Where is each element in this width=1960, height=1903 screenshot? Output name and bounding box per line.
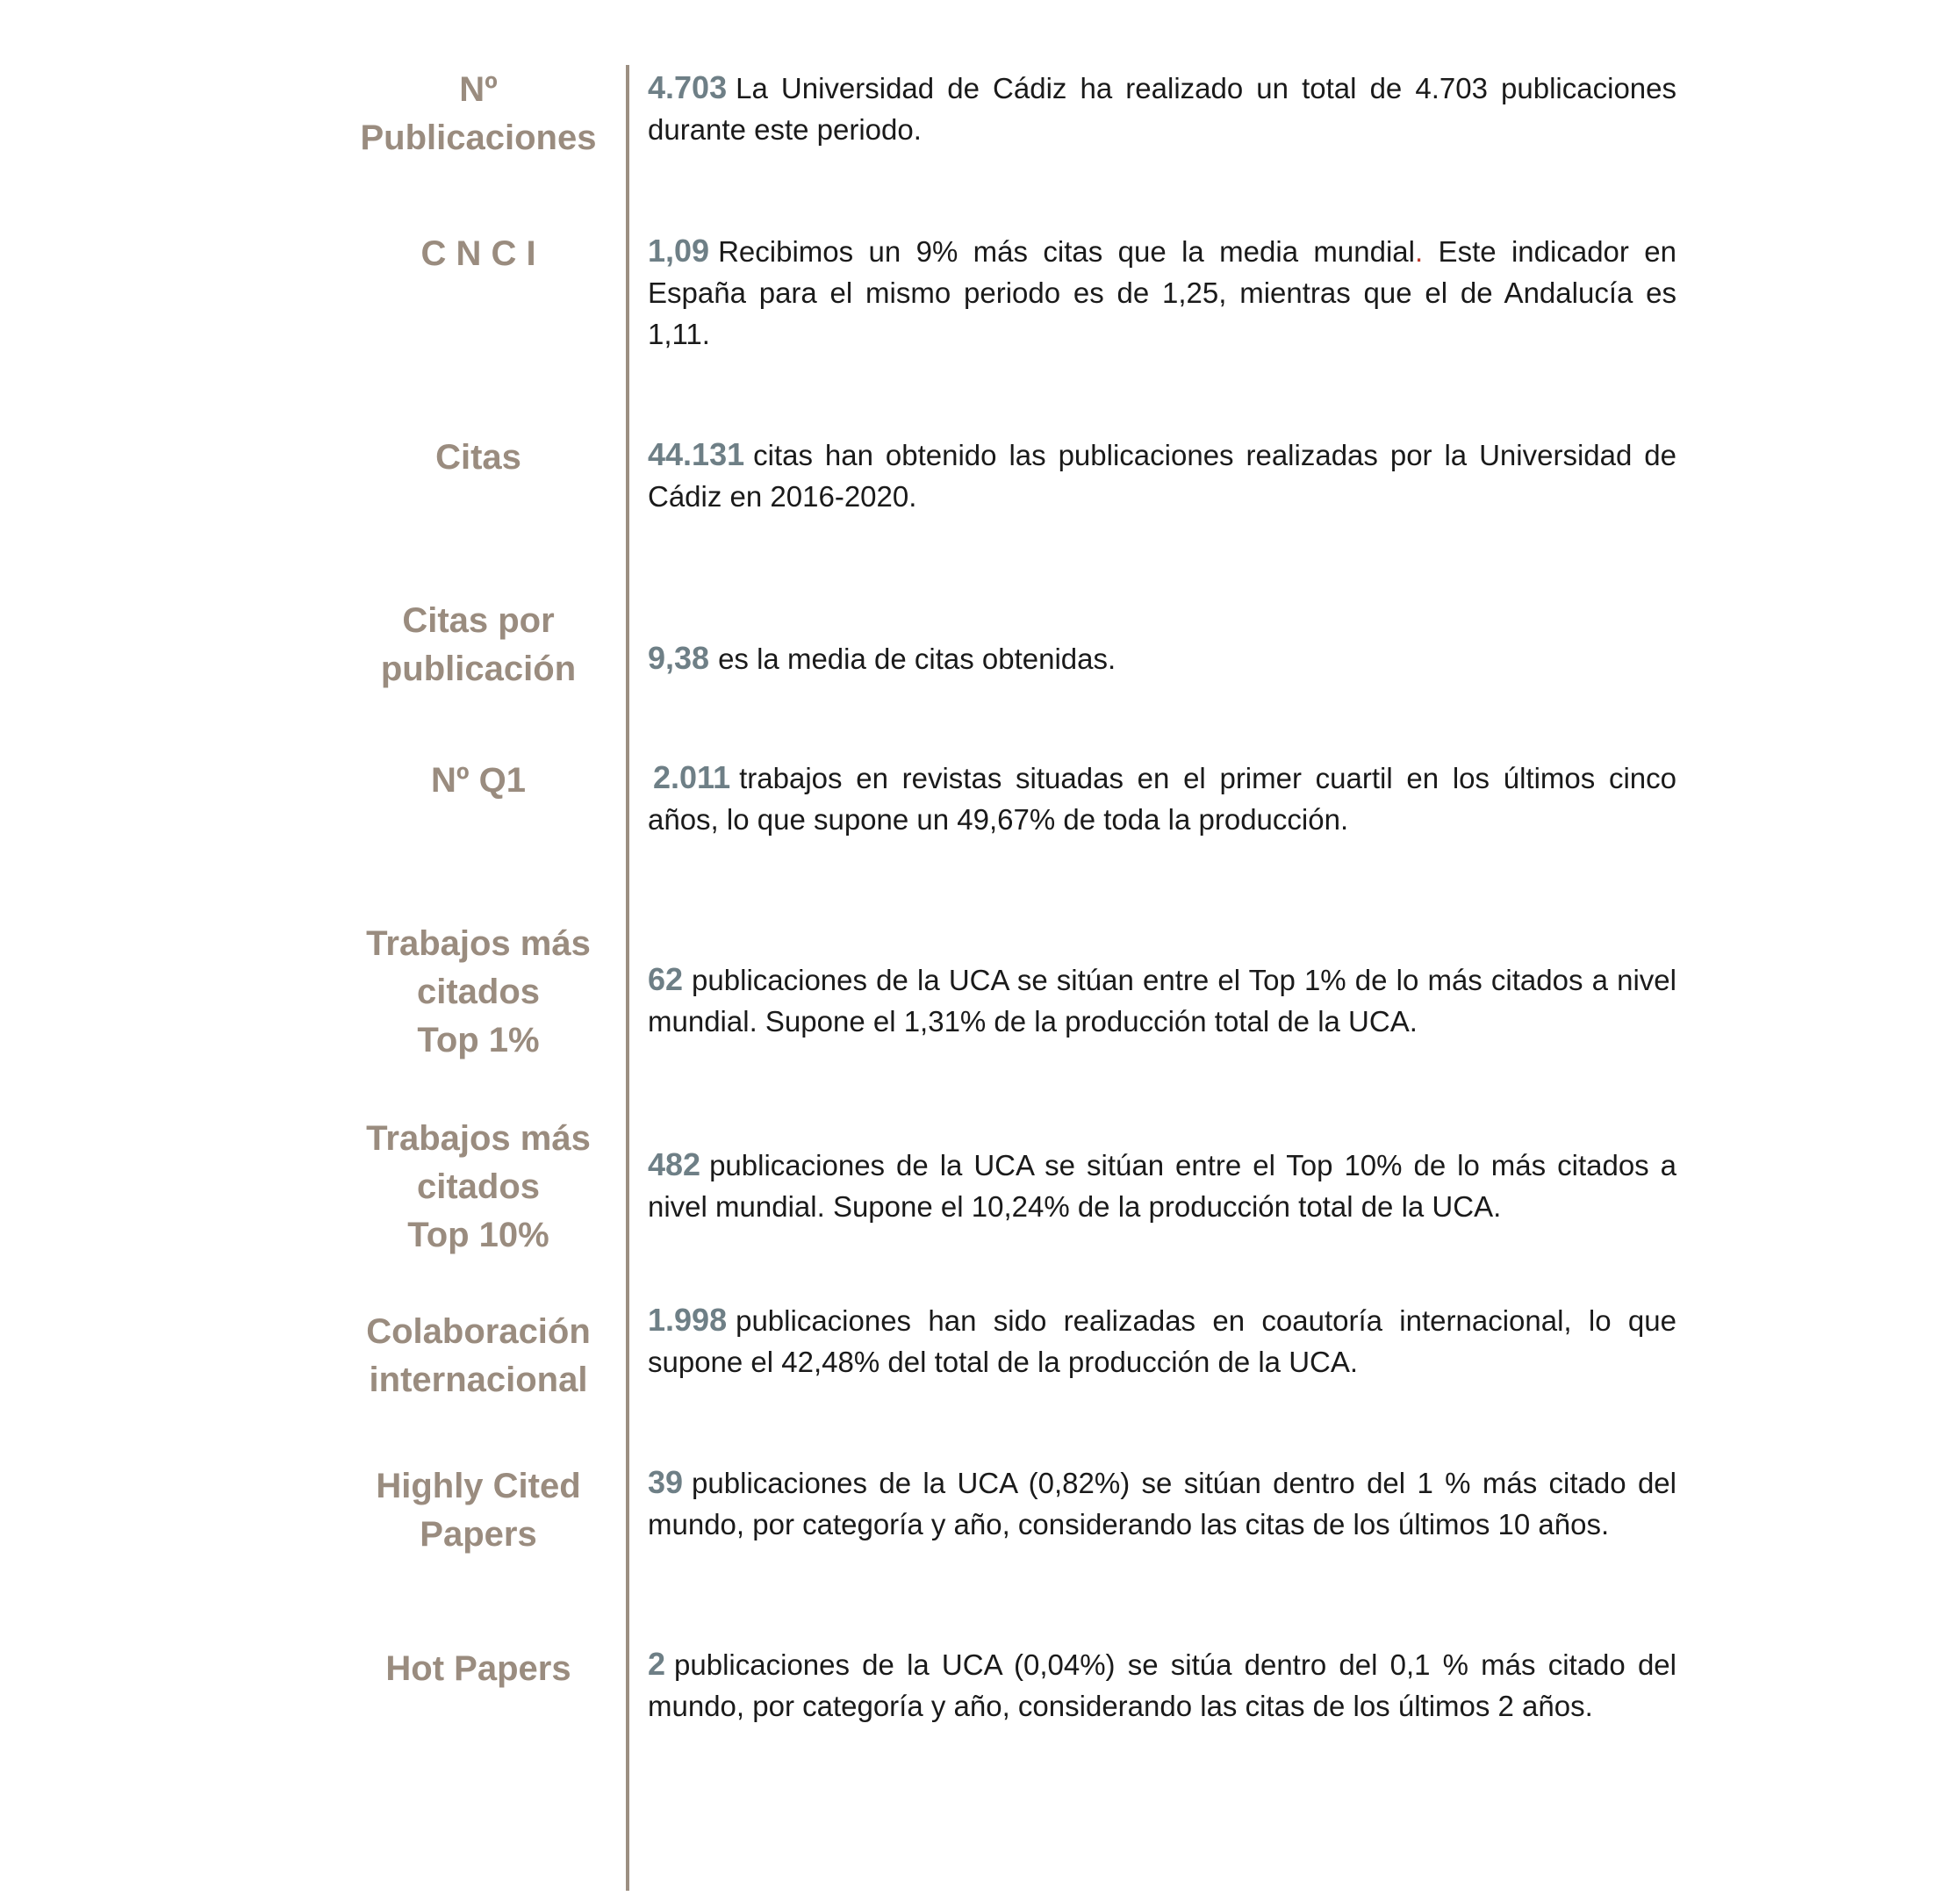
label-line: Publicaciones (360, 118, 597, 157)
indicator-text: publicaciones de la UCA (0,04%) se sitúa dentro del 0,1 % más citado del mundo, por categoría y año, considerando las citas de los últimos 2 años. (648, 1648, 1676, 1722)
indicator-description (648, 1643, 1676, 1727)
indicator-label (334, 1308, 623, 1404)
label-line: Papers (420, 1515, 537, 1554)
indicator-description (648, 1144, 1676, 1227)
indicator-label (334, 757, 623, 805)
indicator-label (334, 434, 623, 482)
indicator-description (648, 434, 1676, 517)
red-period: . (1415, 235, 1424, 268)
label-line: C N C I (420, 234, 536, 273)
label-line: Hot Papers (385, 1649, 571, 1688)
label-line: Trabajos más (366, 1119, 591, 1158)
indicator-label (334, 1462, 623, 1559)
indicator-text: publicaciones han sido realizadas en coautoría internacional, lo que supone el 42,48% del total de la producción de la UCA. (648, 1304, 1676, 1378)
indicator-text: publicaciones de la UCA se sitúan entre el Top 10% de lo más citados a nivel mundial. Supone el 10,24% de la producción total de la UCA. (648, 1149, 1676, 1223)
label-line: Colaboración (366, 1312, 591, 1351)
indicator-text: citas han obtenido las publicaciones realizadas por la Universidad de Cádiz en 2016-2020. (648, 439, 1676, 513)
indicator-text: Este indicador en España para el mismo periodo es de 1,25, mientras que el de Andalucía es 1,11. (648, 235, 1676, 350)
label-line: Top 10% (407, 1216, 549, 1254)
indicator-description (648, 959, 1676, 1042)
label-line: Highly Cited (376, 1467, 581, 1505)
label-line: citados (416, 1167, 541, 1206)
indicator-value: 9,38 (648, 640, 710, 676)
indicator-text: publicaciones de la UCA se sitúan entre el Top 1% de lo más citados a nivel mundial. Supone el 1,31% de la producción total de la UCA. (648, 964, 1676, 1038)
indicator-description (648, 1461, 1676, 1545)
vertical-divider (626, 65, 629, 1891)
indicator-value: 1,09 (648, 233, 710, 269)
indicator-description (648, 757, 1676, 840)
label-line: Nº (459, 70, 498, 109)
label-line: Top 1% (417, 1021, 540, 1059)
indicator-value: 4.703 (648, 69, 728, 105)
label-line: Citas (435, 438, 521, 477)
indicator-value: 44.131 (648, 436, 745, 472)
indicator-description (648, 67, 1676, 150)
label-line: publicación (380, 650, 577, 688)
indicator-text: La Universidad de Cádiz ha realizado un total de 4.703 publicaciones durante este periodo. (648, 72, 1676, 146)
indicator-label (334, 1115, 623, 1260)
indicator-label (334, 920, 623, 1065)
indicator-value: 1.998 (648, 1302, 728, 1338)
indicator-description (648, 1299, 1676, 1382)
indicator-value: 39 (648, 1464, 684, 1500)
indicator-text: Recibimos un 9% más citas que la media mundial (718, 235, 1415, 268)
indicator-description (648, 230, 1676, 355)
label-line: Citas por (402, 601, 555, 640)
indicator-value: 2 (648, 1646, 666, 1682)
indicator-label (334, 66, 623, 162)
indicator-value: 2.011 (653, 759, 731, 795)
indicator-label (334, 1645, 623, 1693)
indicator-value: 62 (648, 961, 684, 997)
indicator-text: trabajos en revistas situadas en el primer cuartil en los últimos cinco años, lo que supone un 49,67% de toda la producción. (648, 762, 1676, 836)
indicator-text: publicaciones de la UCA (0,82%) se sitúan dentro del 1 % más citado del mundo, por categoría y año, considerando las citas de los últimos 10 años. (648, 1467, 1676, 1540)
indicator-description (648, 637, 1676, 679)
indicator-text: es la media de citas obtenidas. (718, 643, 1116, 675)
indicator-label (334, 230, 623, 278)
label-line: citados (416, 973, 541, 1011)
indicator-value: 482 (648, 1146, 701, 1182)
label-line: Nº Q1 (431, 761, 526, 800)
label-line: internacional (369, 1361, 588, 1399)
indicator-label (334, 597, 623, 693)
label-line: Trabajos más (366, 924, 591, 963)
